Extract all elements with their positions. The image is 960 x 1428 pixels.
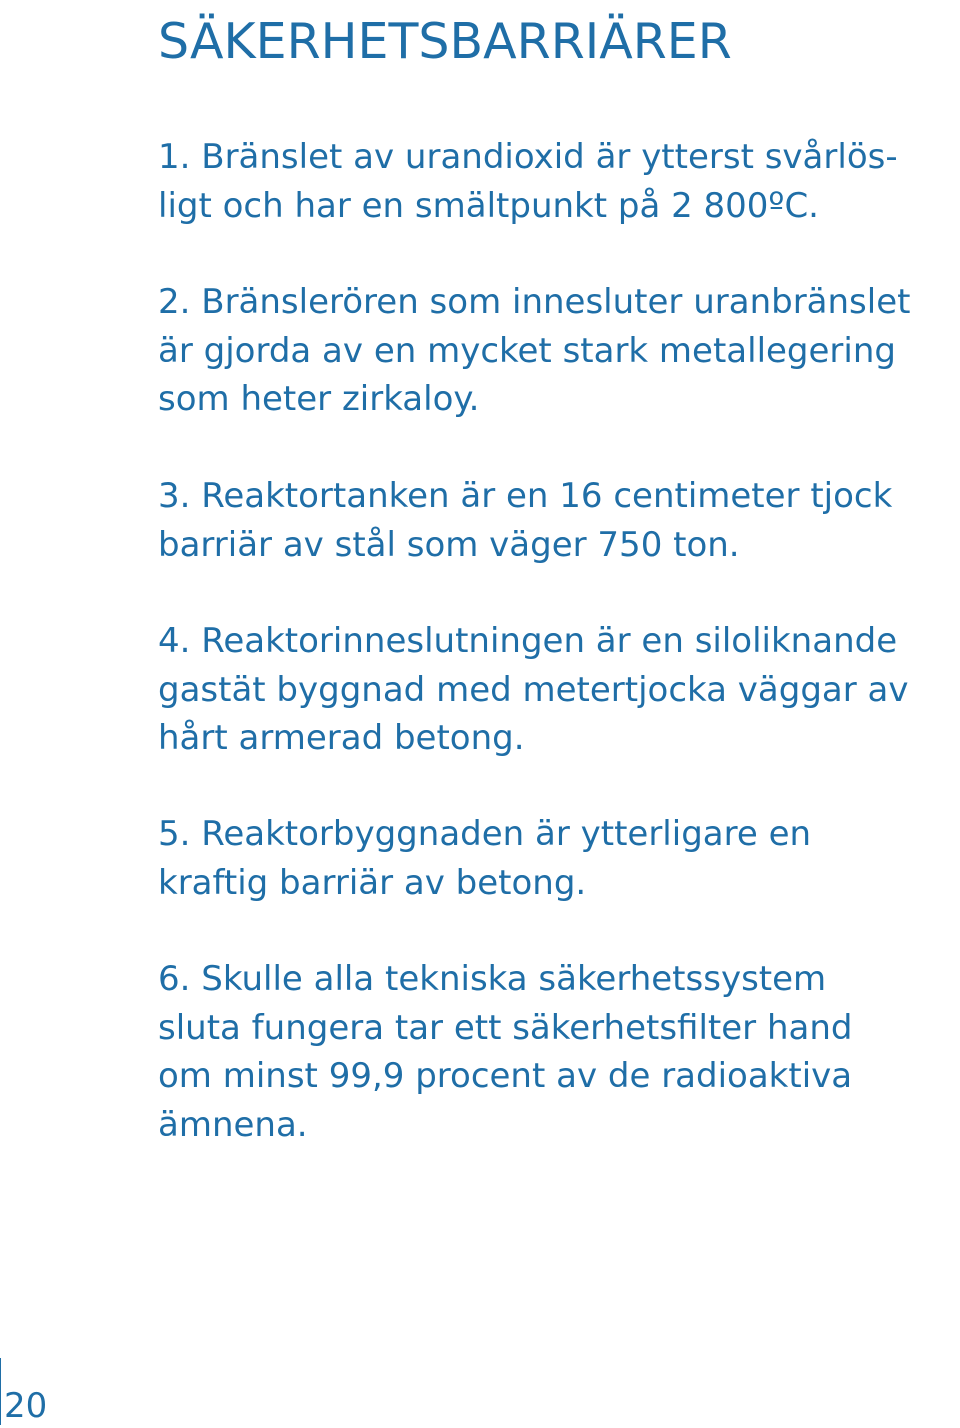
list-item-line: som heter zirkaloy. xyxy=(158,379,480,419)
list-item xyxy=(158,955,954,1149)
list-item-line: 4. Reaktorinneslutningen är en siloliknande xyxy=(158,621,898,661)
list-item-line: 2. Bränslerören som innesluter uranbränslet xyxy=(158,282,911,322)
page-number: 20 xyxy=(4,1386,48,1426)
list-item-line: kraftig barriär av betong. xyxy=(158,862,587,903)
margin-rule xyxy=(0,1358,1,1425)
list-item xyxy=(158,278,954,424)
list-item-line: ämnena. xyxy=(158,1104,308,1145)
list-item-line: 5. Reaktorbyggnaden är ytterligare en xyxy=(158,814,812,854)
list-item xyxy=(158,617,954,763)
list-item xyxy=(158,472,954,569)
list-item-line: sluta fungera tar ett säkerhetsfilter hand xyxy=(158,1007,853,1048)
list-item-line: ligt och har en smältpunkt på 2 800ºC. xyxy=(158,185,819,226)
list-item-line: är gjorda av en mycket stark metallegering xyxy=(158,330,896,371)
list-item-line: hårt armerad betong. xyxy=(158,718,525,758)
list-item-line: 6. Skulle alla tekniska säkerhetssystem xyxy=(158,959,827,999)
list-item-line: om minst 99,9 procent av de radioaktiva xyxy=(158,1056,853,1096)
page-title: SÄKERHETSBARRIÄRER xyxy=(158,13,732,70)
list-item-line: 1. Bränslet av urandioxid är ytterst svårlös- xyxy=(158,137,898,177)
list-item xyxy=(158,810,954,907)
list-item-line: 3. Reaktortanken är en 16 centimeter tjock xyxy=(158,476,893,516)
list-item xyxy=(158,133,954,230)
list-item-line: gastät byggnad med metertjocka väggar av xyxy=(158,669,909,710)
list-item-line: barriär av stål som väger 750 ton. xyxy=(158,524,740,565)
